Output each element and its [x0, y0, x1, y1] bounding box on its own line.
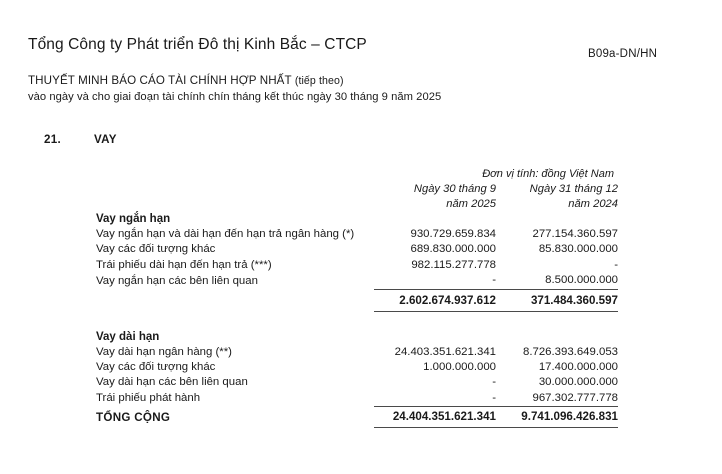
group-title-spacer-1 [374, 211, 496, 227]
row-value-period-2: 277.154.360.597 [532, 228, 618, 240]
table-row [96, 375, 618, 390]
row-value-period-1: - [374, 391, 496, 407]
table-row [96, 345, 618, 360]
note-number: 21. [44, 133, 62, 146]
row-value-period-1: - [492, 376, 496, 389]
group-title-spacer-1 [374, 329, 496, 345]
table-row [96, 360, 618, 375]
form-code: B09a-DN/HN [588, 48, 658, 60]
group-title-long-term: Vay dài hạn [96, 330, 160, 343]
row-value-period-2: 85.830.000.000 [538, 243, 618, 256]
column-header-period-2 [496, 182, 618, 211]
section-spacer [96, 311, 618, 329]
row-value-period-1: 930.729.659.834 [410, 228, 496, 240]
row-label: Vay các đối tượng khác [96, 361, 216, 374]
table-row [96, 273, 618, 289]
row-label: Vay dài hạn ngân hàng (**) [96, 345, 232, 358]
subtotal-row [96, 289, 618, 311]
company-name: Tổng Công ty Phát triển Đô thị Kinh Bắc – CTCP [28, 36, 367, 53]
grand-total-value-period-1: 24.404.351.621.341 [374, 407, 496, 428]
row-label: Vay dài hạn các bên liên quan [96, 376, 248, 389]
group-title-row [96, 329, 618, 345]
row-value-period-2: 967.302.777.778 [496, 391, 618, 407]
table-row [96, 227, 618, 242]
row-value-period-2: 8.500.000.000 [496, 273, 618, 289]
report-title-text: THUYẾT MINH BÁO CÁO TÀI CHÍNH HỢP NHẤT [28, 74, 292, 87]
group-title-short-term: Vay ngắn hạn [96, 213, 171, 225]
row-value-period-2: 30.000.000.000 [538, 376, 618, 389]
subtotal-value-period-1: 2.602.674.937.612 [374, 289, 496, 311]
table-header-row [96, 182, 618, 211]
table-row [96, 242, 618, 257]
column-header-period-2-line1: Ngày 31 tháng 12 [529, 183, 618, 195]
row-value-period-2: - [614, 258, 618, 271]
row-label: Trái phiếu dài hạn đến hạn trả (***) [96, 258, 272, 271]
note-title: VAY [94, 133, 117, 146]
row-label: Vay ngắn hạn các bên liên quan [96, 274, 258, 287]
column-header-period-2-line2: năm 2024 [568, 197, 618, 210]
row-value-period-1: - [374, 273, 496, 289]
row-value-period-1: 982.115.277.778 [411, 258, 496, 271]
row-label: Vay ngắn hạn và dài hạn đến hạn trả ngân hàng (*) [96, 228, 355, 240]
table-row [96, 258, 618, 273]
currency-unit-label: Đơn vị tính: đồng Việt Nam [482, 168, 614, 180]
group-title-spacer-2 [496, 211, 618, 227]
grand-total-row [96, 407, 618, 428]
row-value-period-1: 689.830.000.000 [410, 243, 496, 256]
report-period: vào ngày và cho giai đoạn tài chính chín tháng kết thúc ngày 30 tháng 9 năm 2025 [28, 91, 442, 103]
column-header-period-1 [374, 182, 496, 211]
table-row [96, 391, 618, 407]
report-title [28, 74, 344, 87]
group-title-row [96, 211, 618, 227]
note-heading [44, 133, 117, 146]
column-header-period-1-line2: năm 2025 [446, 197, 496, 210]
row-value-period-2: 17.400.000.000 [538, 361, 618, 374]
report-title-continued: (tiếp theo) [294, 75, 344, 87]
row-value-period-1: 24.403.351.621.341 [394, 345, 496, 358]
row-label: Vay các đối tượng khác [96, 243, 216, 256]
row-value-period-2: 8.726.393.649.053 [522, 345, 618, 358]
grand-total-label: TỔNG CỘNG [96, 410, 171, 424]
grand-total-value-period-2: 9.741.096.426.831 [496, 407, 618, 428]
header-blank [96, 182, 374, 211]
subtotal-label [96, 289, 374, 311]
subtotal-value-period-2: 371.484.360.597 [496, 289, 618, 311]
row-value-period-1: 1.000.000.000 [423, 361, 496, 374]
loans-table [96, 182, 618, 428]
column-header-period-1-line1: Ngày 30 tháng 9 [413, 183, 496, 195]
row-label: Trái phiếu phát hành [96, 392, 201, 405]
group-title-spacer-2 [496, 329, 618, 345]
